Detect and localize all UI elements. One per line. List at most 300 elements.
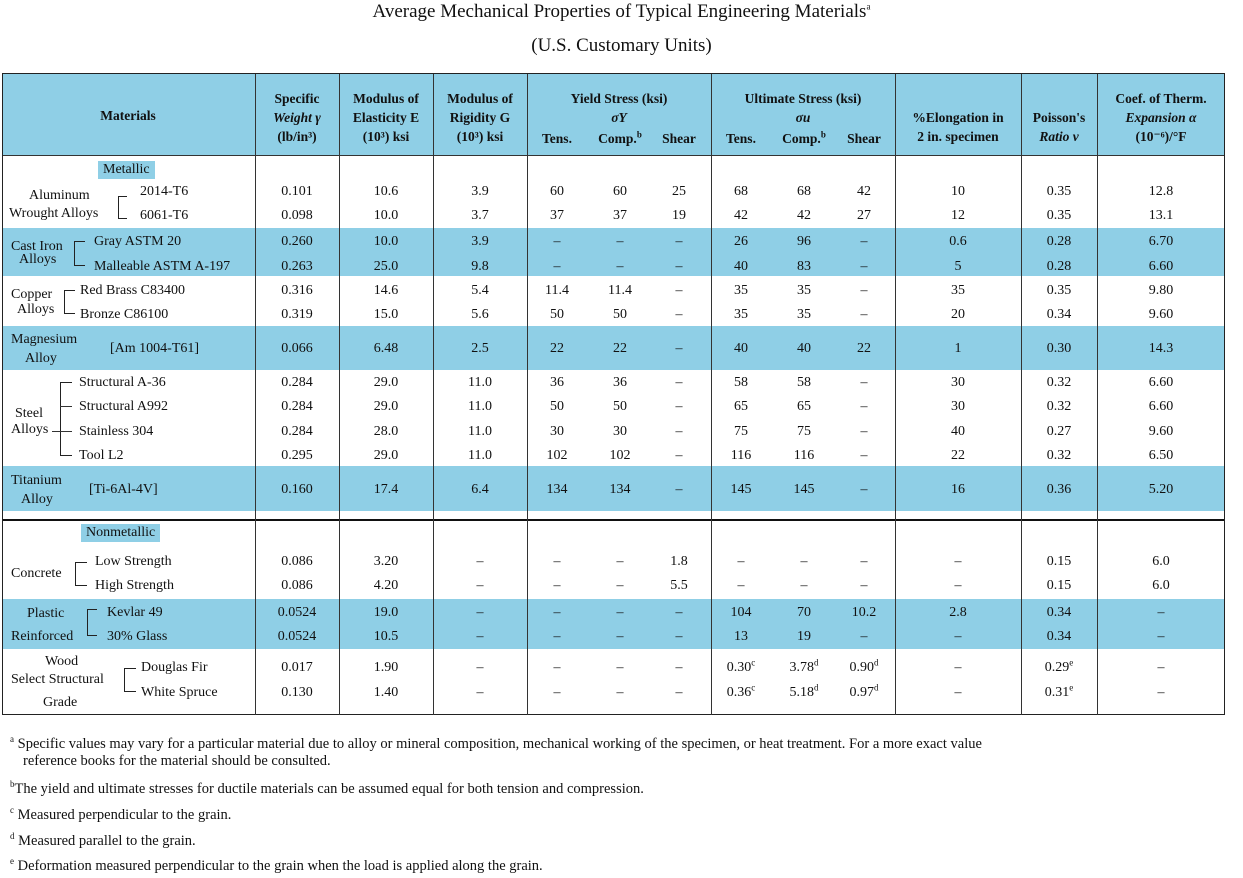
cell-ys: – — [675, 341, 683, 356]
cell-alpha: 5.20 — [1148, 482, 1174, 497]
cell-ys: – — [675, 685, 683, 700]
cell-yt: – — [553, 629, 561, 644]
cell-g: – — [476, 629, 484, 644]
row-material-name: Red Brass C83400 — [80, 283, 185, 298]
cell-g: – — [476, 660, 484, 675]
bracket-concrete — [75, 562, 87, 586]
col-line — [711, 74, 712, 715]
cell-uc: 96 — [797, 234, 811, 249]
cell-yc: – — [616, 259, 624, 274]
cell-yt: 37 — [550, 208, 564, 223]
row-material-name: Gray ASTM 20 — [94, 234, 182, 249]
cell-ys: – — [675, 399, 683, 414]
cell-g: 11.0 — [468, 375, 492, 390]
cell-ut: 13 — [734, 629, 748, 644]
footnote-d: $^d$ Measured parallel to the grain. — [10, 831, 196, 849]
cell-uc: 58 — [797, 375, 811, 390]
col-line — [1021, 74, 1022, 715]
cell-nu: 0.28 — [1046, 234, 1072, 249]
cell-yc: 37 — [613, 208, 627, 223]
cell-yc: 102 — [609, 448, 631, 463]
cell-uc: 70 — [797, 605, 811, 620]
cell-us: 22 — [857, 341, 871, 356]
cell-uc: 145 — [793, 482, 815, 497]
cell-e: 19.0 — [373, 605, 399, 620]
cell-e: 29.0 — [373, 375, 399, 390]
cell-yt: – — [553, 259, 561, 274]
cell-g: 9.8 — [471, 259, 489, 274]
footnote-mark: d — [814, 657, 819, 668]
cell-alpha: – — [1157, 605, 1165, 620]
cell-sw: 0.284 — [281, 375, 313, 390]
cell-sw: 0.295 — [281, 448, 313, 463]
section-divider — [3, 519, 1224, 521]
header-yield-comp: Comp.$^b$ — [598, 129, 642, 146]
cell-nu: 0.32 — [1046, 399, 1072, 414]
header-ultimate-stress: Ultimate Stress (ksi) σu — [744, 91, 862, 125]
cell-sw: 0.319 — [281, 307, 313, 322]
cell-yt: 11.4 — [545, 283, 569, 298]
cell-ut: 104 — [730, 605, 752, 620]
cell-ys: – — [675, 424, 683, 439]
cell-uc: – — [800, 578, 808, 593]
row-material-name: Bronze C86100 — [80, 307, 169, 322]
cell-nu: 0.29e — [1044, 657, 1074, 675]
cell-yt: – — [553, 578, 561, 593]
cell-yc: 22 — [613, 341, 627, 356]
cell-us: – — [860, 448, 868, 463]
cell-nu: 0.28 — [1046, 259, 1072, 274]
group-wood: Wood — [45, 654, 79, 669]
cell-el: 20 — [951, 307, 965, 322]
cell-e: 3.20 — [373, 554, 399, 569]
col-line — [895, 74, 896, 715]
cell-sw: 0.0524 — [277, 629, 317, 644]
cell-alpha: 12.8 — [1148, 184, 1174, 199]
cell-el: – — [954, 660, 962, 675]
cell-ys: 1.8 — [670, 554, 688, 569]
bracket-plastic — [87, 609, 97, 636]
bracket-steel-tick — [52, 431, 72, 432]
group-titanium-2: Alloy — [21, 492, 53, 507]
row-material-name: 6061-T6 — [140, 208, 189, 223]
cell-el: 40 — [951, 424, 965, 439]
cell-e: 10.0 — [373, 208, 399, 223]
cell-el: 30 — [951, 375, 965, 390]
group-steel-2: Alloys — [11, 422, 49, 437]
cell-yc: 50 — [613, 399, 627, 414]
cell-us: 10.2 — [851, 605, 877, 620]
cell-yc: – — [616, 234, 624, 249]
footnote-mark: d — [814, 682, 819, 693]
footnote-b: $^b$The yield and ultimate stresses for ductile materials can be assumed equal for both tension and compression. — [10, 779, 644, 797]
cell-ut: 68 — [734, 184, 748, 199]
header-modulus-elasticity: Modulus of Elasticity E (10³) ksi — [352, 91, 420, 144]
cell-alpha: 9.60 — [1148, 307, 1174, 322]
row-material-name: [Ti-6Al-4V] — [89, 482, 158, 497]
cell-yc: – — [616, 554, 624, 569]
cell-alpha: 6.60 — [1148, 375, 1174, 390]
cell-nu: 0.35 — [1046, 184, 1072, 199]
cell-yt: 22 — [550, 341, 564, 356]
cell-sw: 0.284 — [281, 424, 313, 439]
cell-alpha: – — [1157, 629, 1165, 644]
cell-e: 10.5 — [373, 629, 399, 644]
cell-e: 10.0 — [373, 234, 399, 249]
cell-g: – — [476, 554, 484, 569]
cell-us: 0.90$^d$ — [849, 657, 879, 675]
cell-sw: 0.160 — [281, 482, 313, 497]
cell-yc: 60 — [613, 184, 627, 199]
bracket-castiron — [74, 241, 85, 266]
footnote-mark: d — [874, 682, 879, 693]
cell-e: 15.0 — [373, 307, 399, 322]
cell-ut: – — [737, 578, 745, 593]
cell-sw: 0.260 — [281, 234, 313, 249]
cell-yt: – — [553, 685, 561, 700]
cell-g: 11.0 — [468, 424, 492, 439]
cell-sw: 0.316 — [281, 283, 313, 298]
row-material-name: Structural A992 — [79, 399, 169, 414]
cell-ut: 0.30$^c$ — [726, 657, 756, 675]
cell-ut: 0.36$^c$ — [726, 682, 756, 700]
cell-ys: – — [675, 375, 683, 390]
cell-e: 29.0 — [373, 399, 399, 414]
header-modulus-rigidity: Modulus of Rigidity G (10³) ksi — [447, 91, 513, 144]
cell-e: 10.6 — [373, 184, 399, 199]
cell-nu: 0.27 — [1046, 424, 1072, 439]
cell-g: – — [476, 605, 484, 620]
cell-el: 22 — [951, 448, 965, 463]
header-poisson: Poisson's Ratio ν — [1032, 110, 1086, 144]
header-yield-stress: Yield Stress (ksi) σY — [570, 91, 668, 125]
row-material-name: Malleable ASTM A-197 — [94, 259, 231, 274]
cell-yc: – — [616, 685, 624, 700]
footnote-e: $^e$ Deformation measured perpendicular to the grain when the load is applied along the grain. — [10, 856, 543, 874]
cell-sw: 0.0524 — [277, 605, 317, 620]
cell-sw: 0.066 — [281, 341, 313, 356]
cell-nu: 0.34 — [1046, 307, 1072, 322]
group-aluminum-2: Wrought Alloys — [9, 206, 99, 221]
row-material-name: Stainless 304 — [79, 424, 154, 439]
cell-sw: 0.086 — [281, 554, 313, 569]
cell-el: 30 — [951, 399, 965, 414]
col-line — [527, 74, 528, 715]
cell-e: 1.40 — [373, 685, 399, 700]
group-castiron-2: Alloys — [19, 252, 57, 267]
cell-ys: – — [675, 605, 683, 620]
cell-el: 1 — [954, 341, 962, 356]
cell-ys: – — [675, 482, 683, 497]
cell-yt: 50 — [550, 307, 564, 322]
cell-ys: – — [675, 629, 683, 644]
group-steel: Steel — [15, 406, 43, 421]
cell-g: 3.7 — [471, 208, 489, 223]
group-magnesium-2: Alloy — [25, 351, 57, 366]
cell-yt: – — [553, 234, 561, 249]
table-subtitle: (U.S. Customary Units) — [531, 35, 712, 56]
cell-g: 5.6 — [471, 307, 489, 322]
cell-yc: – — [616, 578, 624, 593]
cell-alpha: 9.80 — [1148, 283, 1174, 298]
header-materials: Materials — [100, 108, 156, 123]
cell-uc: 75 — [797, 424, 811, 439]
cell-nu: 0.30 — [1046, 341, 1072, 356]
cell-ys: 5.5 — [670, 578, 688, 593]
cell-alpha: 6.70 — [1148, 234, 1174, 249]
cell-sw: 0.130 — [281, 685, 313, 700]
cell-e: 4.20 — [373, 578, 399, 593]
cell-uc: 5.18$^d$ — [789, 682, 819, 700]
cell-el: 16 — [951, 482, 965, 497]
cell-alpha: 13.1 — [1148, 208, 1174, 223]
cell-e: 28.0 — [373, 424, 399, 439]
cell-uc: 35 — [797, 283, 811, 298]
cell-yt: 102 — [546, 448, 568, 463]
footnote-mark: c — [751, 657, 756, 668]
cell-e: 29.0 — [373, 448, 399, 463]
cell-ys: – — [675, 283, 683, 298]
row-material-name: Douglas Fir — [141, 660, 208, 675]
cell-sw: 0.101 — [281, 184, 313, 199]
cell-us: – — [860, 554, 868, 569]
row-material-name: Structural A-36 — [79, 375, 166, 390]
bracket-steel — [60, 382, 72, 456]
header-ultimate-tens: Tens. — [726, 131, 756, 146]
col-line — [1097, 74, 1098, 715]
footnote-mark: d — [874, 657, 879, 668]
cell-nu: 0.15 — [1046, 578, 1072, 593]
cell-nu: 0.31e — [1044, 682, 1074, 700]
cell-alpha: – — [1157, 685, 1165, 700]
cell-us: – — [860, 629, 868, 644]
cell-nu: 0.32 — [1046, 375, 1072, 390]
cell-us: – — [860, 578, 868, 593]
section-metallic: Metallic — [98, 161, 155, 179]
cell-ys: 19 — [672, 208, 686, 223]
cell-ut: 35 — [734, 283, 748, 298]
cell-el: – — [954, 578, 962, 593]
footnote-c: $^c$ Measured perpendicular to the grain. — [10, 805, 232, 823]
cell-nu: 0.15 — [1046, 554, 1072, 569]
cell-uc: 65 — [797, 399, 811, 414]
cell-alpha: 14.3 — [1148, 341, 1174, 356]
cell-ys: – — [675, 307, 683, 322]
cell-ut: 26 — [734, 234, 748, 249]
col-line — [433, 74, 434, 715]
cell-yt: 50 — [550, 399, 564, 414]
cell-ut: 40 — [734, 341, 748, 356]
bracket-copper — [64, 290, 75, 314]
group-magnesium: Magnesium — [11, 332, 78, 347]
row-material-name: 30% Glass — [107, 629, 168, 644]
cell-e: 17.4 — [373, 482, 399, 497]
cell-g: 11.0 — [468, 399, 492, 414]
cell-us: 0.97$^d$ — [849, 682, 879, 700]
group-castiron: Cast Iron — [11, 239, 63, 254]
cell-el: 5 — [954, 259, 962, 274]
cell-g: – — [476, 685, 484, 700]
group-plastic-2: Reinforced — [11, 629, 74, 644]
group-aluminum: Aluminum — [29, 188, 90, 203]
cell-yc: 50 — [613, 307, 627, 322]
cell-ut: 116 — [730, 448, 752, 463]
cell-us: 42 — [857, 184, 871, 199]
group-copper: Copper — [11, 287, 53, 302]
header-thermal-expansion: Coef. of Therm. Expansion α (10⁻⁶)/°F — [1115, 91, 1207, 144]
cell-us: – — [860, 283, 868, 298]
cell-e: 6.48 — [373, 341, 399, 356]
group-concrete: Concrete — [11, 566, 62, 581]
cell-ys: 25 — [672, 184, 686, 199]
cell-el: – — [954, 685, 962, 700]
cell-nu: 0.35 — [1046, 208, 1072, 223]
cell-ut: 65 — [734, 399, 748, 414]
cell-us: – — [860, 234, 868, 249]
row-material-name: White Spruce — [141, 685, 218, 700]
cell-yc: – — [616, 660, 624, 675]
group-copper-2: Alloys — [17, 302, 55, 317]
cell-el: 2.8 — [949, 605, 967, 620]
cell-g: 5.4 — [471, 283, 489, 298]
bracket-aluminum — [118, 196, 127, 219]
cell-ut: 40 — [734, 259, 748, 274]
cell-ut: 42 — [734, 208, 748, 223]
bracket-steel-tick — [60, 406, 72, 407]
header-ultimate-shear: Shear — [847, 131, 881, 146]
footnote-mark: c — [751, 682, 756, 693]
header-yield-shear: Shear — [662, 131, 696, 146]
cell-us: – — [860, 424, 868, 439]
cell-ut: 58 — [734, 375, 748, 390]
header-ultimate-comp: Comp.$^b$ — [782, 129, 826, 146]
col-line — [255, 74, 256, 715]
cell-yc: – — [616, 605, 624, 620]
cell-el: – — [954, 554, 962, 569]
cell-us: – — [860, 482, 868, 497]
cell-g: – — [476, 578, 484, 593]
cell-g: 2.5 — [471, 341, 489, 356]
cell-e: 1.90 — [373, 660, 399, 675]
row-material-name: [Am 1004-T61] — [110, 341, 200, 356]
cell-el: 10 — [951, 184, 965, 199]
cell-nu: 0.34 — [1046, 629, 1072, 644]
cell-alpha: – — [1157, 660, 1165, 675]
cell-e: 14.6 — [373, 283, 399, 298]
plastic-band — [3, 599, 1224, 649]
cell-uc: 3.78$^d$ — [789, 657, 819, 675]
cell-ys: – — [675, 234, 683, 249]
cell-uc: 35 — [797, 307, 811, 322]
cell-uc: 42 — [797, 208, 811, 223]
row-material-name: 2014-T6 — [140, 184, 189, 199]
cell-us: – — [860, 259, 868, 274]
section-nonmetallic: Nonmetallic — [81, 524, 160, 542]
cell-yt: 134 — [546, 482, 568, 497]
group-wood-2: Select Structural — [11, 672, 104, 687]
bracket-wood — [124, 668, 136, 692]
cell-nu: 0.35 — [1046, 283, 1072, 298]
cell-alpha: 6.0 — [1152, 554, 1170, 569]
cell-yt: – — [553, 605, 561, 620]
cell-sw: 0.284 — [281, 399, 313, 414]
cell-e: 25.0 — [373, 259, 399, 274]
header-specific-weight: Specific Weight γ (lb/in³) — [273, 91, 321, 144]
cell-uc: 83 — [797, 259, 811, 274]
cell-alpha: 6.60 — [1148, 259, 1174, 274]
cell-us: – — [860, 307, 868, 322]
cell-yc: – — [616, 629, 624, 644]
group-plastic: Plastic — [27, 606, 65, 621]
header-elongation: %Elongation in 2 in. specimen — [912, 110, 1004, 144]
cell-alpha: 9.60 — [1148, 424, 1174, 439]
cell-nu: 0.32 — [1046, 448, 1072, 463]
cell-ut: – — [737, 554, 745, 569]
cell-uc: 116 — [793, 448, 815, 463]
cell-nu: 0.34 — [1046, 605, 1072, 620]
table-title: Average Mechanical Properties of Typical Engineering Materials$^a$ — [372, 1, 871, 22]
cell-el: 35 — [951, 283, 965, 298]
cell-alpha: 6.60 — [1148, 399, 1174, 414]
cell-us: 27 — [857, 208, 871, 223]
cell-us: – — [860, 375, 868, 390]
cell-ut: 145 — [730, 482, 752, 497]
cell-us: – — [860, 399, 868, 414]
cell-uc: 68 — [797, 184, 811, 199]
cell-g: 3.9 — [471, 234, 489, 249]
cell-yc: 36 — [613, 375, 627, 390]
cell-ut: 75 — [734, 424, 748, 439]
header-yield-tens: Tens. — [542, 131, 572, 146]
cell-g: 11.0 — [468, 448, 492, 463]
cell-ut: 35 — [734, 307, 748, 322]
group-wood-3: Grade — [43, 695, 78, 710]
cell-nu: 0.36 — [1046, 482, 1072, 497]
cell-ys: – — [675, 448, 683, 463]
cell-el: 0.6 — [949, 234, 967, 249]
footnote-mark: e — [1069, 657, 1074, 668]
cell-uc: 19 — [797, 629, 811, 644]
col-line — [339, 74, 340, 715]
cell-g: 3.9 — [471, 184, 489, 199]
cell-yt: 36 — [550, 375, 564, 390]
cell-el: – — [954, 629, 962, 644]
row-material-name: Kevlar 49 — [107, 605, 163, 620]
cell-ys: – — [675, 660, 683, 675]
row-material-name: High Strength — [95, 578, 174, 593]
cell-sw: 0.263 — [281, 259, 313, 274]
cell-yc: 30 — [613, 424, 627, 439]
cell-yt: 30 — [550, 424, 564, 439]
cell-yt: 60 — [550, 184, 564, 199]
group-titanium: Titanium — [11, 473, 62, 488]
cell-sw: 0.098 — [281, 208, 313, 223]
cell-el: 12 — [951, 208, 965, 223]
cell-alpha: 6.50 — [1148, 448, 1174, 463]
row-material-name: Tool L2 — [79, 448, 124, 463]
row-material-name: Low Strength — [95, 554, 172, 569]
footnote-a: $^a$ Specific values may vary for a particular material due to alloy or mineral composition, mechanical working of the specimen, or heat treatment. For a more exact value — [10, 734, 982, 752]
footnote-a-cont: reference books for the material should be consulted. — [23, 753, 331, 769]
cell-sw: 0.017 — [281, 660, 313, 675]
cell-uc: – — [800, 554, 808, 569]
cell-uc: 40 — [797, 341, 811, 356]
header-divider — [3, 155, 1224, 156]
footnote-mark: e — [1069, 682, 1074, 693]
cell-yt: – — [553, 554, 561, 569]
cell-yc: 134 — [609, 482, 631, 497]
cell-g: 6.4 — [471, 482, 489, 497]
